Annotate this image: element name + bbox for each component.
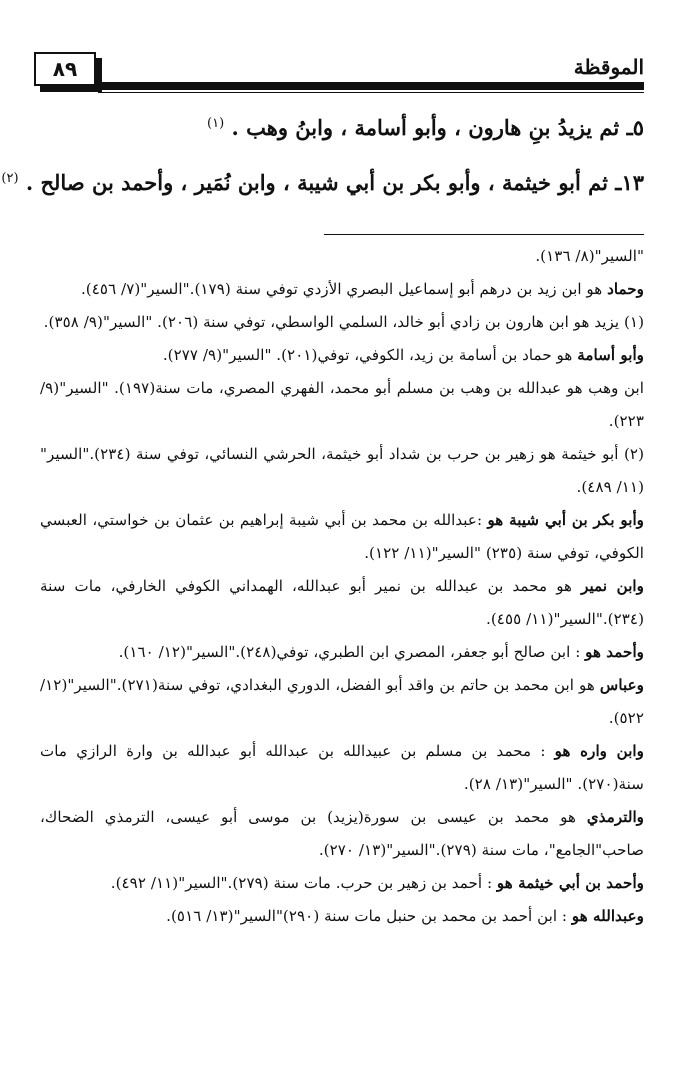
footnote-bold-lead: والترمذي (586, 808, 644, 826)
footnote-text: (١) يزيد هو ابن هارون بن زادي أبو خالد، السلمي الواسطي، توفي سنة (٢٠٦). "السير"(٩/ ٣٥٨). (43, 313, 644, 331)
footnote-text: هو محمد بن عيسى بن سورة(يزيد) بن موسى أبو عيسى، الترمذي الضحاك، صاحب"الجامع"، مات سنة (٢٧٩)."السير"(١٣/ ٢٧٠). (40, 808, 644, 859)
footnotes (40, 240, 644, 933)
main-text-line-1 (40, 115, 644, 140)
header-rule-thin (98, 92, 644, 93)
footnote-text: : محمد بن مسلم بن عبيدالله بن عبدالله أبو عبدالله بن وارة الرازي مات سنة(٢٧٠). "السير"(١٣/ ٢٨). (40, 742, 644, 793)
page-number: ٨٩ (52, 57, 78, 81)
footnote-separator (324, 234, 644, 235)
page-number-box (34, 52, 96, 86)
footnote-paragraph (40, 273, 644, 306)
footnote-text: : ابن صالح أبو جعفر، المصري ابن الطبري، توفي(٢٤٨)."السير"(١٢/ ١٦٠). (118, 643, 586, 661)
footnote-paragraph (40, 372, 644, 438)
footnote-paragraph (40, 570, 644, 636)
footnote-bold-lead: وعبدالله هو (571, 907, 644, 925)
footnote-text: (٢) أبو خيثمة هو زهير بن حرب بن شداد أبو خيثمة، الحرشي النسائي، توفي سنة (٢٣٤)."السير"(١١/ ٤٨٩). (40, 445, 644, 496)
footnote-text: هو ابن زيد بن درهم أبو إسماعيل البصري الأزدي توفي سنة (١٧٩)."السير"(٧/ ٤٥٦). (80, 280, 608, 298)
footnote-paragraph (40, 867, 644, 900)
footnote-bold-lead: وعباس (599, 676, 644, 694)
main-text-2: ١٣ـ ثم أبو خيثمة ، وأبو بكر بن أبي شيبة ، وابن نُمَير ، وأحمد بن صالح . (25, 170, 644, 195)
footnote-text: "السير"(٨/ ١٣٦). (535, 247, 644, 265)
footnote-paragraph (40, 801, 644, 867)
running-head: الموقظة (573, 55, 644, 79)
footnote-paragraph (40, 636, 644, 669)
footnote-paragraph (40, 900, 644, 933)
footnote-text: :عبدالله بن محمد بن أبي شيبة إبراهيم بن عثمان بن خواستي، العبسي الكوفي، توفي سنة (٢٣٥) "السير"(١١/ ١٢٢). (40, 511, 644, 562)
footnote-bold-lead: وأبو بكر بن أبي شيبة هو (487, 511, 644, 529)
footnote-text: هو ابن محمد بن حاتم بن واقد أبو الفضل، الدوري البغدادي، توفي سنة(٢٧١)."السير"(١٢/ ٥٢٢). (40, 676, 644, 727)
footnote-paragraph (40, 438, 644, 504)
footnote-text: : ابن أحمد بن محمد بن حنبل مات سنة (٢٩٠)"السير"(١٣/ ٥١٦). (166, 907, 572, 925)
footnote-paragraph (40, 339, 644, 372)
footnote-paragraph (40, 306, 644, 339)
footnote-bold-lead: وأحمد بن أبي خيثمة هو (496, 874, 644, 892)
header-rule (98, 82, 644, 90)
footnote-bold-lead: وابن نمير (581, 577, 644, 595)
footnote-paragraph (40, 669, 644, 735)
footnote-paragraph (40, 504, 644, 570)
footnote-text: هو محمد بن عبدالله بن نمير أبو عبدالله، الهمداني الكوفي الخارفي، مات سنة (٢٣٤)."السير"(١١/ ٤٥٥). (40, 577, 644, 628)
main-text-1: ٥ـ ثم يزيدُ بنِ هارون ، وأبو أسامة ، وابنُ وهب . (231, 115, 644, 140)
footnote-text: هو حماد بن أسامة بن زيد، الكوفي، توفي(٢٠١). "السير"(٩/ ٢٧٧). (162, 346, 578, 364)
footnote-bold-lead: وحماد (607, 280, 644, 298)
footnote-ref-1: (١) (207, 116, 225, 131)
footnote-bold-lead: وأحمد هو (585, 643, 644, 661)
footnote-bold-lead: وأبو أسامة (577, 346, 644, 364)
footnote-paragraph (40, 240, 644, 273)
main-text-line-2 (1, 170, 644, 195)
footnote-paragraph (40, 735, 644, 801)
footnote-text: ابن وهب هو عبدالله بن وهب بن مسلم أبو محمد، الفهري المصري، مات سنة(١٩٧). "السير"(٩/ ٢٢٣). (40, 379, 644, 430)
footnote-text: : أحمد بن زهير بن حرب. مات سنة (٢٧٩)."السير"(١١/ ٤٩٢). (110, 874, 497, 892)
footnote-bold-lead: وابن واره هو (554, 742, 644, 760)
footnote-ref-2: (٢) (1, 171, 19, 186)
